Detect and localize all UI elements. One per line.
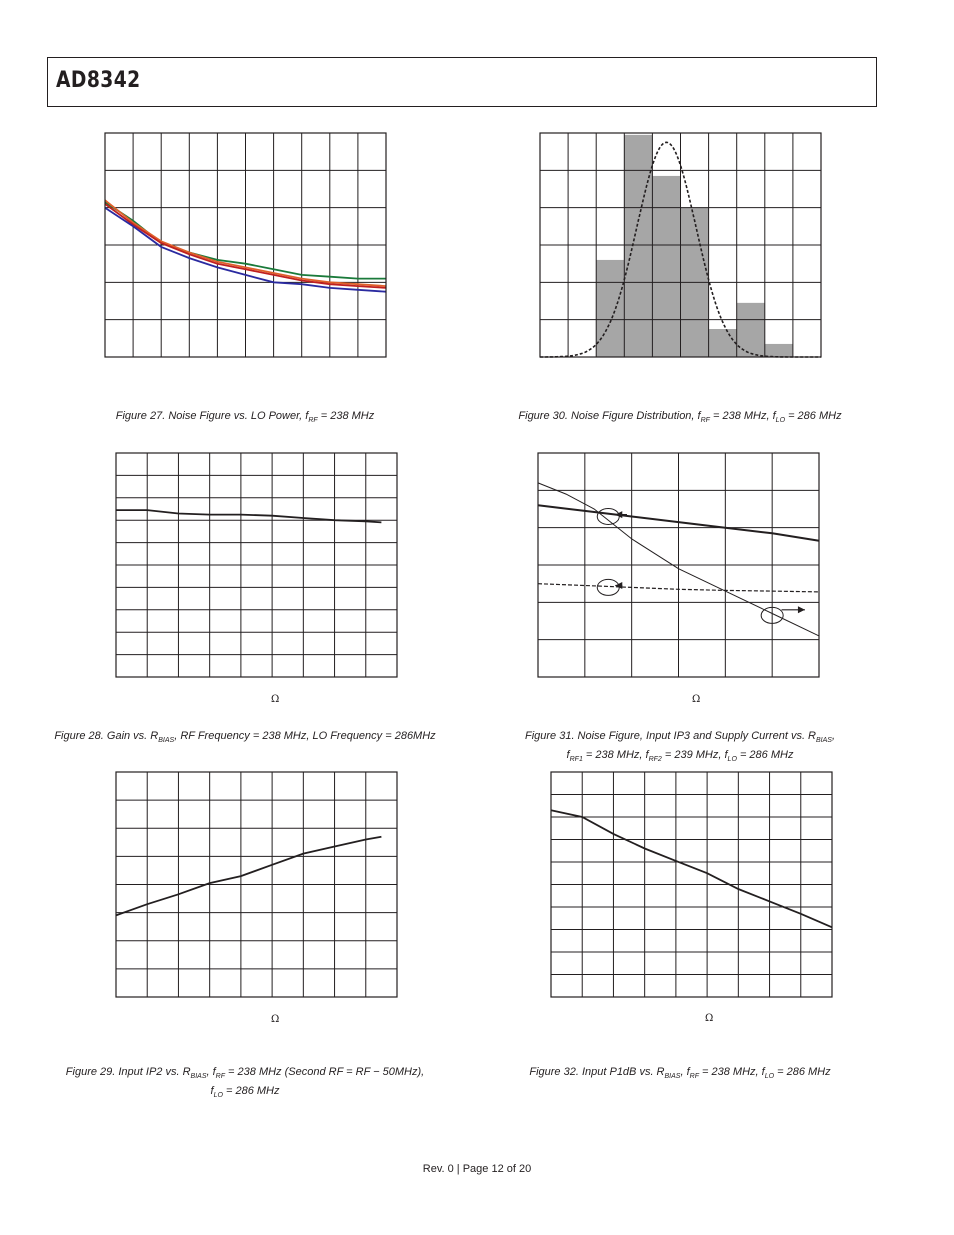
header-box: [47, 57, 877, 107]
histogram-bar: [709, 329, 737, 357]
chart-grid: [116, 453, 397, 677]
page-footer: Rev. 0 | Page 12 of 20: [422, 1163, 532, 1175]
chart-grid: [538, 453, 819, 677]
histogram-bar: [652, 176, 680, 357]
chart-grid: [105, 133, 386, 357]
series-marker-ellipse: [597, 579, 619, 595]
caption-fig29: Figure 29. Input IP2 vs. $R_{BIAS}$, $f_{RF} = 238$ MHz (Second RF = RF − 50MHz), $f_{LO} = 286$ MHz: [65, 1066, 425, 1100]
omega-label-fig29: Ω: [271, 1014, 280, 1025]
series-marker-ellipse: [597, 508, 619, 524]
omega-label-fig32: Ω: [705, 1013, 714, 1024]
gain-vs-rbias-chart: [116, 453, 397, 677]
series-line-1: [551, 810, 832, 927]
omega-label-fig31: Ω: [692, 694, 701, 705]
caption-fig27: Figure 27. Noise Figure vs. LO Power, $f_{RF} = 238$ MHz: [115, 410, 375, 425]
omega-label-fig28: Ω: [271, 694, 280, 705]
chart-grid: [551, 772, 832, 997]
caption-fig32: Figure 32. Input P1dB vs. $R_{BIAS}$, $f_{RF} = 238$ MHz, $f_{LO} = 286$ MHz: [529, 1066, 831, 1081]
series-line-1: [116, 837, 381, 916]
histogram-bar: [624, 135, 652, 357]
part-number: AD8342: [56, 68, 141, 93]
histogram-bar: [737, 303, 765, 357]
caption-fig30: Figure 30. Noise Figure Distribution, $f_{RF} = 238$ MHz, $f_{LO} = 286$ MHz: [518, 410, 842, 425]
arrow-head: [798, 606, 805, 613]
caption-fig28: Figure 28. Gain vs. $R_{BIAS}$, RF Frequency = 238 MHz, LO Frequency = 286MHz: [54, 730, 436, 745]
noise-figure-vs-lo-power-chart: [105, 133, 386, 357]
caption-fig31: Figure 31. Noise Figure, Input IP3 and Supply Current vs. $R_{BIAS}$, $f_{RF1} = 238$ MHz, $f_{RF2} = 239$ MHz, $f_{LO} = 286$ MHz: [524, 730, 836, 764]
histogram-bar: [765, 344, 793, 357]
noise-figure-distribution-chart: [540, 133, 821, 357]
histogram-bar: [596, 260, 624, 357]
chart-grid: [116, 772, 397, 997]
input-p1db-vs-rbias-chart: [551, 772, 832, 997]
input-ip2-vs-rbias-chart: [116, 772, 397, 997]
nf-ip3-current-vs-rbias-chart: [538, 453, 819, 677]
